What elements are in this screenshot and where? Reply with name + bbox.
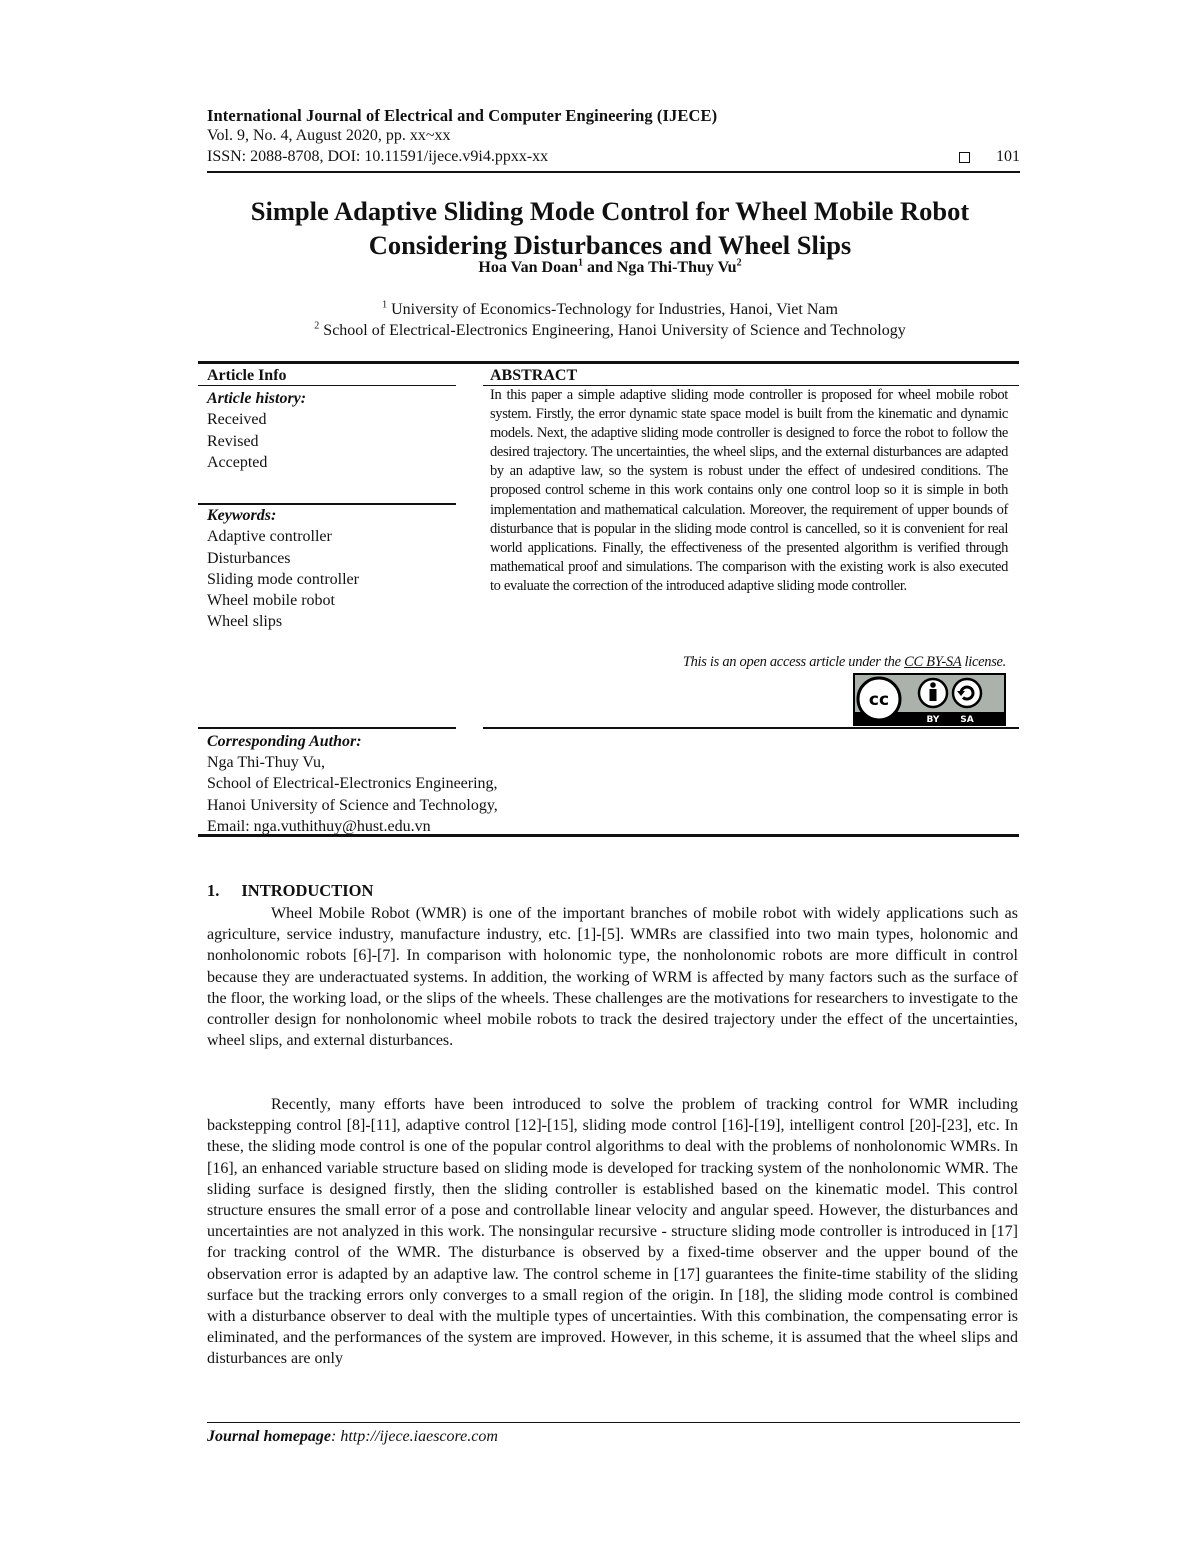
corresponding-school: School of Electrical-Electronics Engineering, bbox=[207, 775, 498, 793]
keyword-item: Sliding mode controller bbox=[207, 570, 359, 588]
title-line-1: Simple Adaptive Sliding Mode Control for Wheel Mobile Robot bbox=[250, 196, 970, 226]
corresponding-label: Corresponding Author: bbox=[207, 733, 362, 750]
info-top-rule bbox=[198, 361, 1019, 364]
affiliation-2-text: School of Electrical-Electronics Engineering, Hanoi University of Science and Technology bbox=[319, 322, 906, 339]
affiliation-1-text: University of Economics-Technology for Industries, Hanoi, Viet Nam bbox=[387, 301, 838, 318]
section-number: 1. bbox=[207, 881, 220, 900]
author-list bbox=[160, 259, 1060, 277]
affiliation-2 bbox=[160, 320, 1060, 341]
intro-paragraph-2: Recently, many efforts have been introduced to solve the problem of tracking control for WMR including backstepping control [8]-[11], adaptive control [12]-[15], sliding mode control [16]-[19], intelligent control [20]-[23], etc. In these, the sliding mode control is one of the popular control algorithms to deal with the problems of nonholonomic WMRs. In [16], an enhanced variable structure based on sliding mode is developed for tracking system of the nonholonomic WMR. The sliding surface is designed firstly, then the sliding controller is established based on the kinematic model. This control structure ensures the small error of a pose and controllable linear velocity and angular speed. However, the disturbances and uncertainties are not analyzed in this work. The nonsingular recursive - structure sliding mode controller is introduced in [17] for tracking control of the WMR. The disturbance is observed by a fixed-time observer and the upper bound of the observation error is adapted by an adaptive law. The control scheme in [17] guarantees the finite-time stability of the sliding surface but the tracking errors only converges to a small region of the origin. In [18], the sliding mode control is combined with a disturbance observer to deal with the multiple types of uncertainties. With this combination, the compensating error is eliminated, and the performances of the system are improved. However, in this scheme, it is assumed that the wheel slips and disturbances are only bbox=[207, 1096, 1018, 1368]
cc-glyph: cc bbox=[868, 690, 890, 710]
page-number: 101 bbox=[996, 148, 1020, 165]
square-box-icon bbox=[959, 152, 970, 163]
corresponding-university: Hanoi University of Science and Technology, bbox=[207, 796, 498, 814]
cc-by-sa-badge[interactable] bbox=[853, 673, 1006, 726]
author-1-sup: 1 bbox=[578, 257, 583, 269]
article-history-label: Article history: bbox=[207, 390, 307, 407]
header-rule bbox=[207, 171, 1020, 173]
section-title: INTRODUCTION bbox=[241, 881, 374, 900]
corresponding-author bbox=[207, 731, 707, 837]
cc-by-label: BY bbox=[926, 715, 940, 725]
article-info-heading: Article Info bbox=[207, 367, 287, 384]
history-accepted: Accepted bbox=[207, 453, 268, 471]
corresponding-name: Nga Thi-Thuy Vu, bbox=[207, 754, 325, 772]
corresponding-email[interactable]: Email: nga.vuthithuy@hust.edu.vn bbox=[207, 817, 431, 835]
author-and: and bbox=[583, 259, 617, 276]
cc-sa-label: SA bbox=[960, 715, 974, 725]
abstract-heading: ABSTRACT bbox=[490, 367, 578, 384]
cc-badge-icon bbox=[853, 673, 1006, 726]
affiliation-1-sup: 1 bbox=[382, 299, 388, 311]
license-prefix: This is an open access article under the bbox=[682, 654, 905, 670]
homepage-url[interactable]: : http://ijece.iaescore.com bbox=[331, 1428, 498, 1445]
issn-line bbox=[207, 147, 1020, 167]
keyword-item: Wheel mobile robot bbox=[207, 592, 335, 610]
keyword-item: Disturbances bbox=[207, 549, 291, 567]
article-history bbox=[207, 388, 457, 473]
keyword-item: Wheel slips bbox=[207, 613, 283, 631]
author-1: Hoa Van Doan bbox=[478, 259, 578, 276]
journal-name: International Journal of Electrical and Computer Engineering (IJECE) bbox=[207, 106, 718, 125]
affiliation-1 bbox=[160, 299, 1060, 320]
keywords-label: Keywords: bbox=[207, 507, 277, 524]
keywords-section bbox=[207, 505, 457, 633]
footer-rule bbox=[207, 1422, 1020, 1423]
intro-paragraph-1: Wheel Mobile Robot (WMR) is one of the important branches of mobile robot with widely applications such as agriculture, service industry, manufacture industry, etc. [1]-[5]. WMRs are classified into two main types, holonomic and nonholonomic robots [6]-[7]. In comparison with holonomic type, the nonholonomic robots are more difficult in control because they are underactuated systems. In addition, the working of WRM is affected by many factors such as the surface of the floor, the working load, or the slips of the wheels. These challenges are the motivations for researchers to investigate to the controller design for nonholonomic wheel mobile robots to track the desired trajectory under the effect of the uncertainties, wheel slips, and external disturbances. bbox=[207, 905, 1018, 1050]
author-2: Nga Thi-Thuy Vu bbox=[616, 259, 737, 276]
homepage-label: Journal homepage bbox=[207, 1428, 332, 1445]
license-suffix: license. bbox=[961, 654, 1006, 670]
keywords-bottom-rule bbox=[198, 727, 456, 729]
license-line bbox=[490, 654, 1006, 671]
license-link[interactable]: CC BY-SA bbox=[904, 654, 962, 670]
history-revised: Revised bbox=[207, 432, 259, 450]
keyword-item: Adaptive controller bbox=[207, 528, 332, 546]
title-line-2: Considering Disturbances and Wheel Slips bbox=[368, 230, 852, 260]
author-2-sup: 2 bbox=[736, 257, 742, 269]
section-heading-introduction bbox=[207, 881, 373, 901]
issn-doi: ISSN: 2088-8708, DOI: 10.11591/ijece.v9i4.ppxx-xx bbox=[207, 148, 549, 165]
abstract-text: In this paper a simple adaptive sliding mode controller is proposed for wheel mobile robot system. Firstly, the error dynamic state space model is built from the kinematic and dynamic models. Next, the adaptive sliding mode controller is designed to force the robot to follow the desired trajectory. The uncertainties, the wheel slips, and the external disturbances are adapted by an adaptive law, so the system is robust under the effect of undesired conditions. The proposed control scheme in this work contains only one control loop so it is simple in both implementation and mathematical calculation. Moreover, the requirement of upper bounds of disturbance that is popular in the sliding mode control is cancelled, so it is convenient for real world applications. Finally, the effectiveness of the presented algorithm is verified through mathematical proof and simulations. The comparison with the existing work is also executed to evaluate the correction of the introduced adaptive sliding mode controller. bbox=[490, 387, 1008, 594]
paper-title bbox=[160, 194, 1060, 262]
affiliation-2-sup: 2 bbox=[314, 320, 320, 332]
journal-homepage bbox=[207, 1428, 498, 1446]
page-number-group bbox=[959, 147, 1020, 167]
volume-info: Vol. 9, No. 4, August 2020, pp. xx~xx bbox=[207, 127, 451, 144]
history-received: Received bbox=[207, 411, 267, 429]
abstract-bottom-rule bbox=[483, 727, 1019, 729]
